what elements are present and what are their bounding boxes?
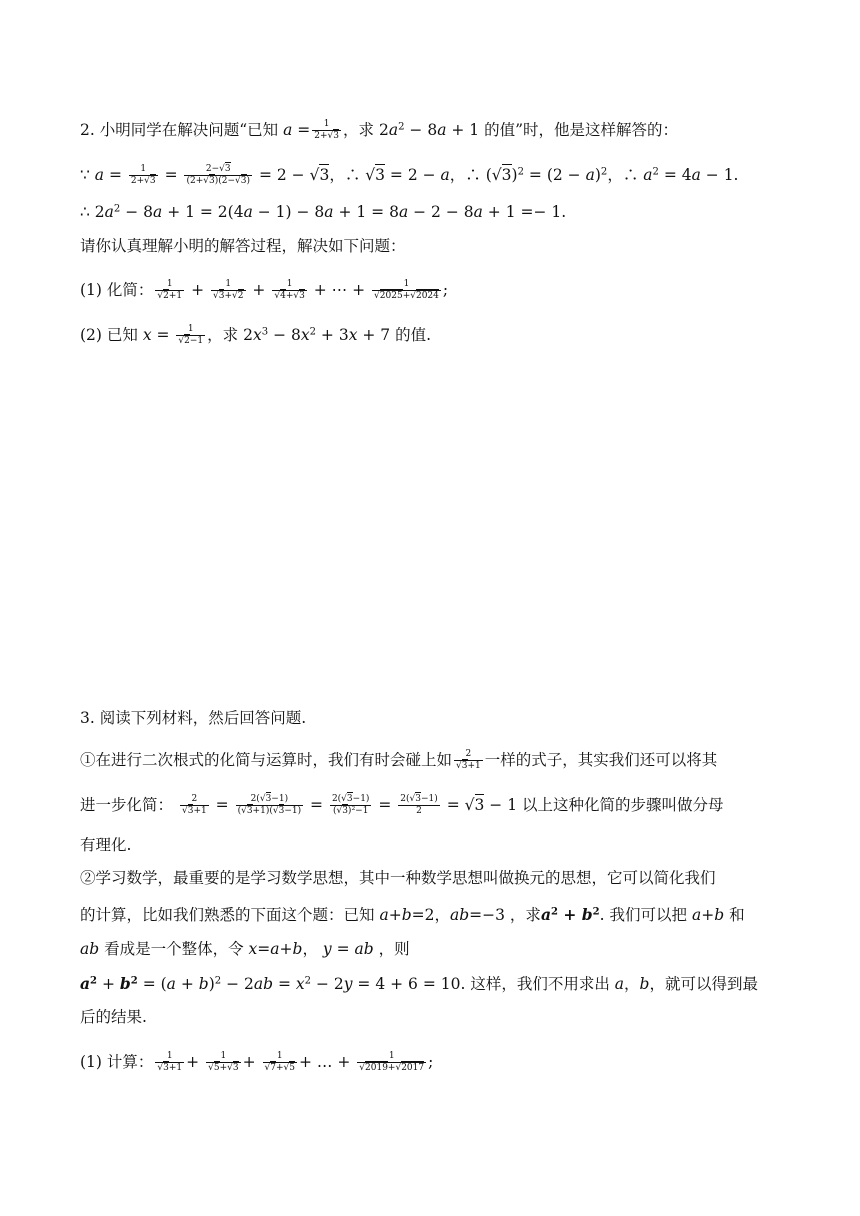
fraction-1-over-root2-minus-1: $\frac{1}{√2-1}$ bbox=[178, 324, 204, 347]
frac-term-1: $\frac{1}{√2+1}$ bbox=[157, 279, 183, 302]
q2-intro-line bbox=[80, 120, 678, 142]
math-a: a bbox=[94, 165, 105, 184]
q3-title: 3. 阅读下列材料，然后回答问题. bbox=[80, 709, 307, 727]
q3-content-line-8: 后的结果. bbox=[80, 1008, 147, 1026]
q3-content-line-2: 进一步化简： $\frac{2}{√3+1}$ = $\frac{2(√3-1)}{(√3+1)(√3-1)}$ = $\frac{2(√3-1)}{(√3)^2-1}$ = $\frac{2(√3-1)}{2}$ = √3 − 1 以上这种化简的步骤叫做分母 bbox=[80, 794, 724, 817]
q3-part1-line: (1) 计算： $\frac{1}{√3+1}$ + $\frac{1}{√5+√3}$ + $\frac{1}{√7+√5}$ + … + $\frac{1}{√2019+√2017}$ ; bbox=[80, 1051, 434, 1074]
q3-content-line-3: 有理化. bbox=[80, 836, 132, 854]
fr-d: $\frac{2(√3-1)}{2}$ bbox=[400, 794, 438, 817]
q2-part2-text-a: ，求 bbox=[207, 325, 244, 344]
q3-c6-text-a: 看成是一个整体，令 bbox=[99, 940, 249, 958]
q2-therefore-line: ∴ $2a^2 - 8a + 1 = 2(4a - 1) - 8a + 1 = 8a - 2 - 8a + 1 =- 1$. bbox=[80, 203, 567, 221]
q3-frac-term-last: $\frac{1}{√2019+√2017}$ bbox=[359, 1051, 425, 1074]
q3-content-line-5: 的计算，比如我们熟悉的下面这个题：已知 a+b=2，ab=−3 ，求$a^2 + b^2$. 我们可以把 a+b 和 bbox=[80, 905, 745, 924]
fraction-1-over-2-plus-root3-b: $\frac{1}{2+√3}$ bbox=[130, 164, 156, 187]
fr-c: $\frac{2(√3-1)}{(√3)^2-1}$ bbox=[331, 794, 370, 817]
q3-frac-term-3: $\frac{1}{√7+√5}$ bbox=[264, 1051, 295, 1074]
math-a-equals: a = bbox=[283, 120, 311, 139]
q2-intro-text-b: ，求 bbox=[343, 120, 379, 139]
q3-frac-term-1: $\frac{1}{√3+1}$ bbox=[157, 1051, 183, 1074]
q3-frac-term-2: $\frac{1}{√5+√3}$ bbox=[208, 1051, 239, 1074]
q2-please-line: 请你认真理解小明的解答过程，解决如下问题： bbox=[80, 237, 406, 255]
q3-c7-text-b: . 这样，我们不用求出 bbox=[460, 975, 615, 993]
q2-intro-text-a: 2. 小明同学在解决问题“已知 bbox=[80, 120, 284, 139]
frac-term-3: $\frac{1}{√4+√3}$ bbox=[274, 279, 305, 302]
math-expression-2a2-8a-1: $2a^2 - 8a + 1$ bbox=[378, 120, 480, 139]
q3-c5-text-d: 和 bbox=[724, 906, 745, 924]
fraction-1-over-2-plus-root3: $\frac{1}{2+√3}$ bbox=[314, 119, 339, 142]
q3-c2-text-b: 以上这种化简的步骤叫做分母 bbox=[517, 795, 724, 814]
q3-c5-text-a: 的计算，比如我们熟悉的下面这个题：已知 bbox=[80, 906, 380, 924]
q3-content-line-6: ab 看成是一个整体，令 x=a+b， y = ab ，则 bbox=[80, 940, 410, 958]
q2-part1-line: (1) 化简： $\frac{1}{√2+1}$ + $\frac{1}{√3+√2}$ + $\frac{1}{√4+√3}$ + ⋯ + $\frac{1}{√2025+√2024}$ ; bbox=[80, 279, 449, 302]
because-symbol: ∵ bbox=[80, 165, 95, 184]
q3-content-line-4: ②学习数学，最重要的是学习数学思想，其中一种数学思想叫做换元的思想，它可以简化我们 bbox=[80, 869, 716, 887]
fraction-2-over-root3-plus-1: $\frac{2}{√3+1}$ bbox=[456, 749, 481, 772]
fr-a: $\frac{2}{√3+1}$ bbox=[181, 794, 207, 817]
q3-content-line-7: $a^2 + b^2 = (a + b)^2 - 2ab = x^2 - 2y = 4 + 6 = 10$. 这样，我们不用求出 a，b，就可以得到最 bbox=[80, 974, 758, 993]
q3-c7-text-c: ，就可以得到最 bbox=[649, 975, 758, 993]
q3-c6-text-c: ，则 bbox=[373, 940, 410, 958]
q3-c1-text-b: 一样的式子，其实我们还可以将其 bbox=[484, 750, 718, 769]
q2-part2-text-b: 的值. bbox=[390, 325, 432, 344]
q2-intro-text-c: 的值”时，他是这样解答的： bbox=[479, 120, 678, 139]
frac-term-2: $\frac{1}{√3+√2}$ bbox=[213, 279, 244, 302]
q3-c5-text-c: . 我们可以把 bbox=[599, 906, 692, 924]
q2-part2-label: (2) 已知 bbox=[80, 325, 143, 344]
q3-c1-text-a: ①在进行二次根式的化简与运算时，我们有时会碰上如 bbox=[80, 750, 453, 769]
frac-term-last: $\frac{1}{√2025+√2024}$ bbox=[374, 279, 439, 302]
q2-part2-line: (2) 已知 x = $\frac{1}{√2-1}$ ，求 $2x^3 - 8x^2 + 3x + 7$ 的值. bbox=[80, 324, 432, 347]
fr-b: $\frac{2(√3-1)}{(√3+1)(√3-1)}$ bbox=[237, 794, 302, 817]
q3-c2-text-a: 进一步化简： bbox=[80, 795, 174, 814]
fraction-rationalized: $\frac{2-√3}{(2+√3)(2-√3)}$ bbox=[186, 164, 251, 187]
q3-c5-text-b: ，求 bbox=[509, 906, 541, 924]
q3-part1-label: (1) 计算： bbox=[80, 1052, 154, 1071]
q2-part1-label: (1) 化简： bbox=[80, 280, 154, 299]
q3-content-line-1 bbox=[80, 750, 717, 772]
q3-c6-text-b: ， bbox=[302, 940, 323, 958]
q2-because-line: ∵ a = $\frac{1}{2+√3}$ = $\frac{2-√3}{(2+√3)(2-√3)}$ = 2 − √3，∴ √3 = 2 − a，∴ $(√3)^2 = (2 - a)^2$，∴ $a^2 = 4a - 1$. bbox=[80, 164, 739, 187]
